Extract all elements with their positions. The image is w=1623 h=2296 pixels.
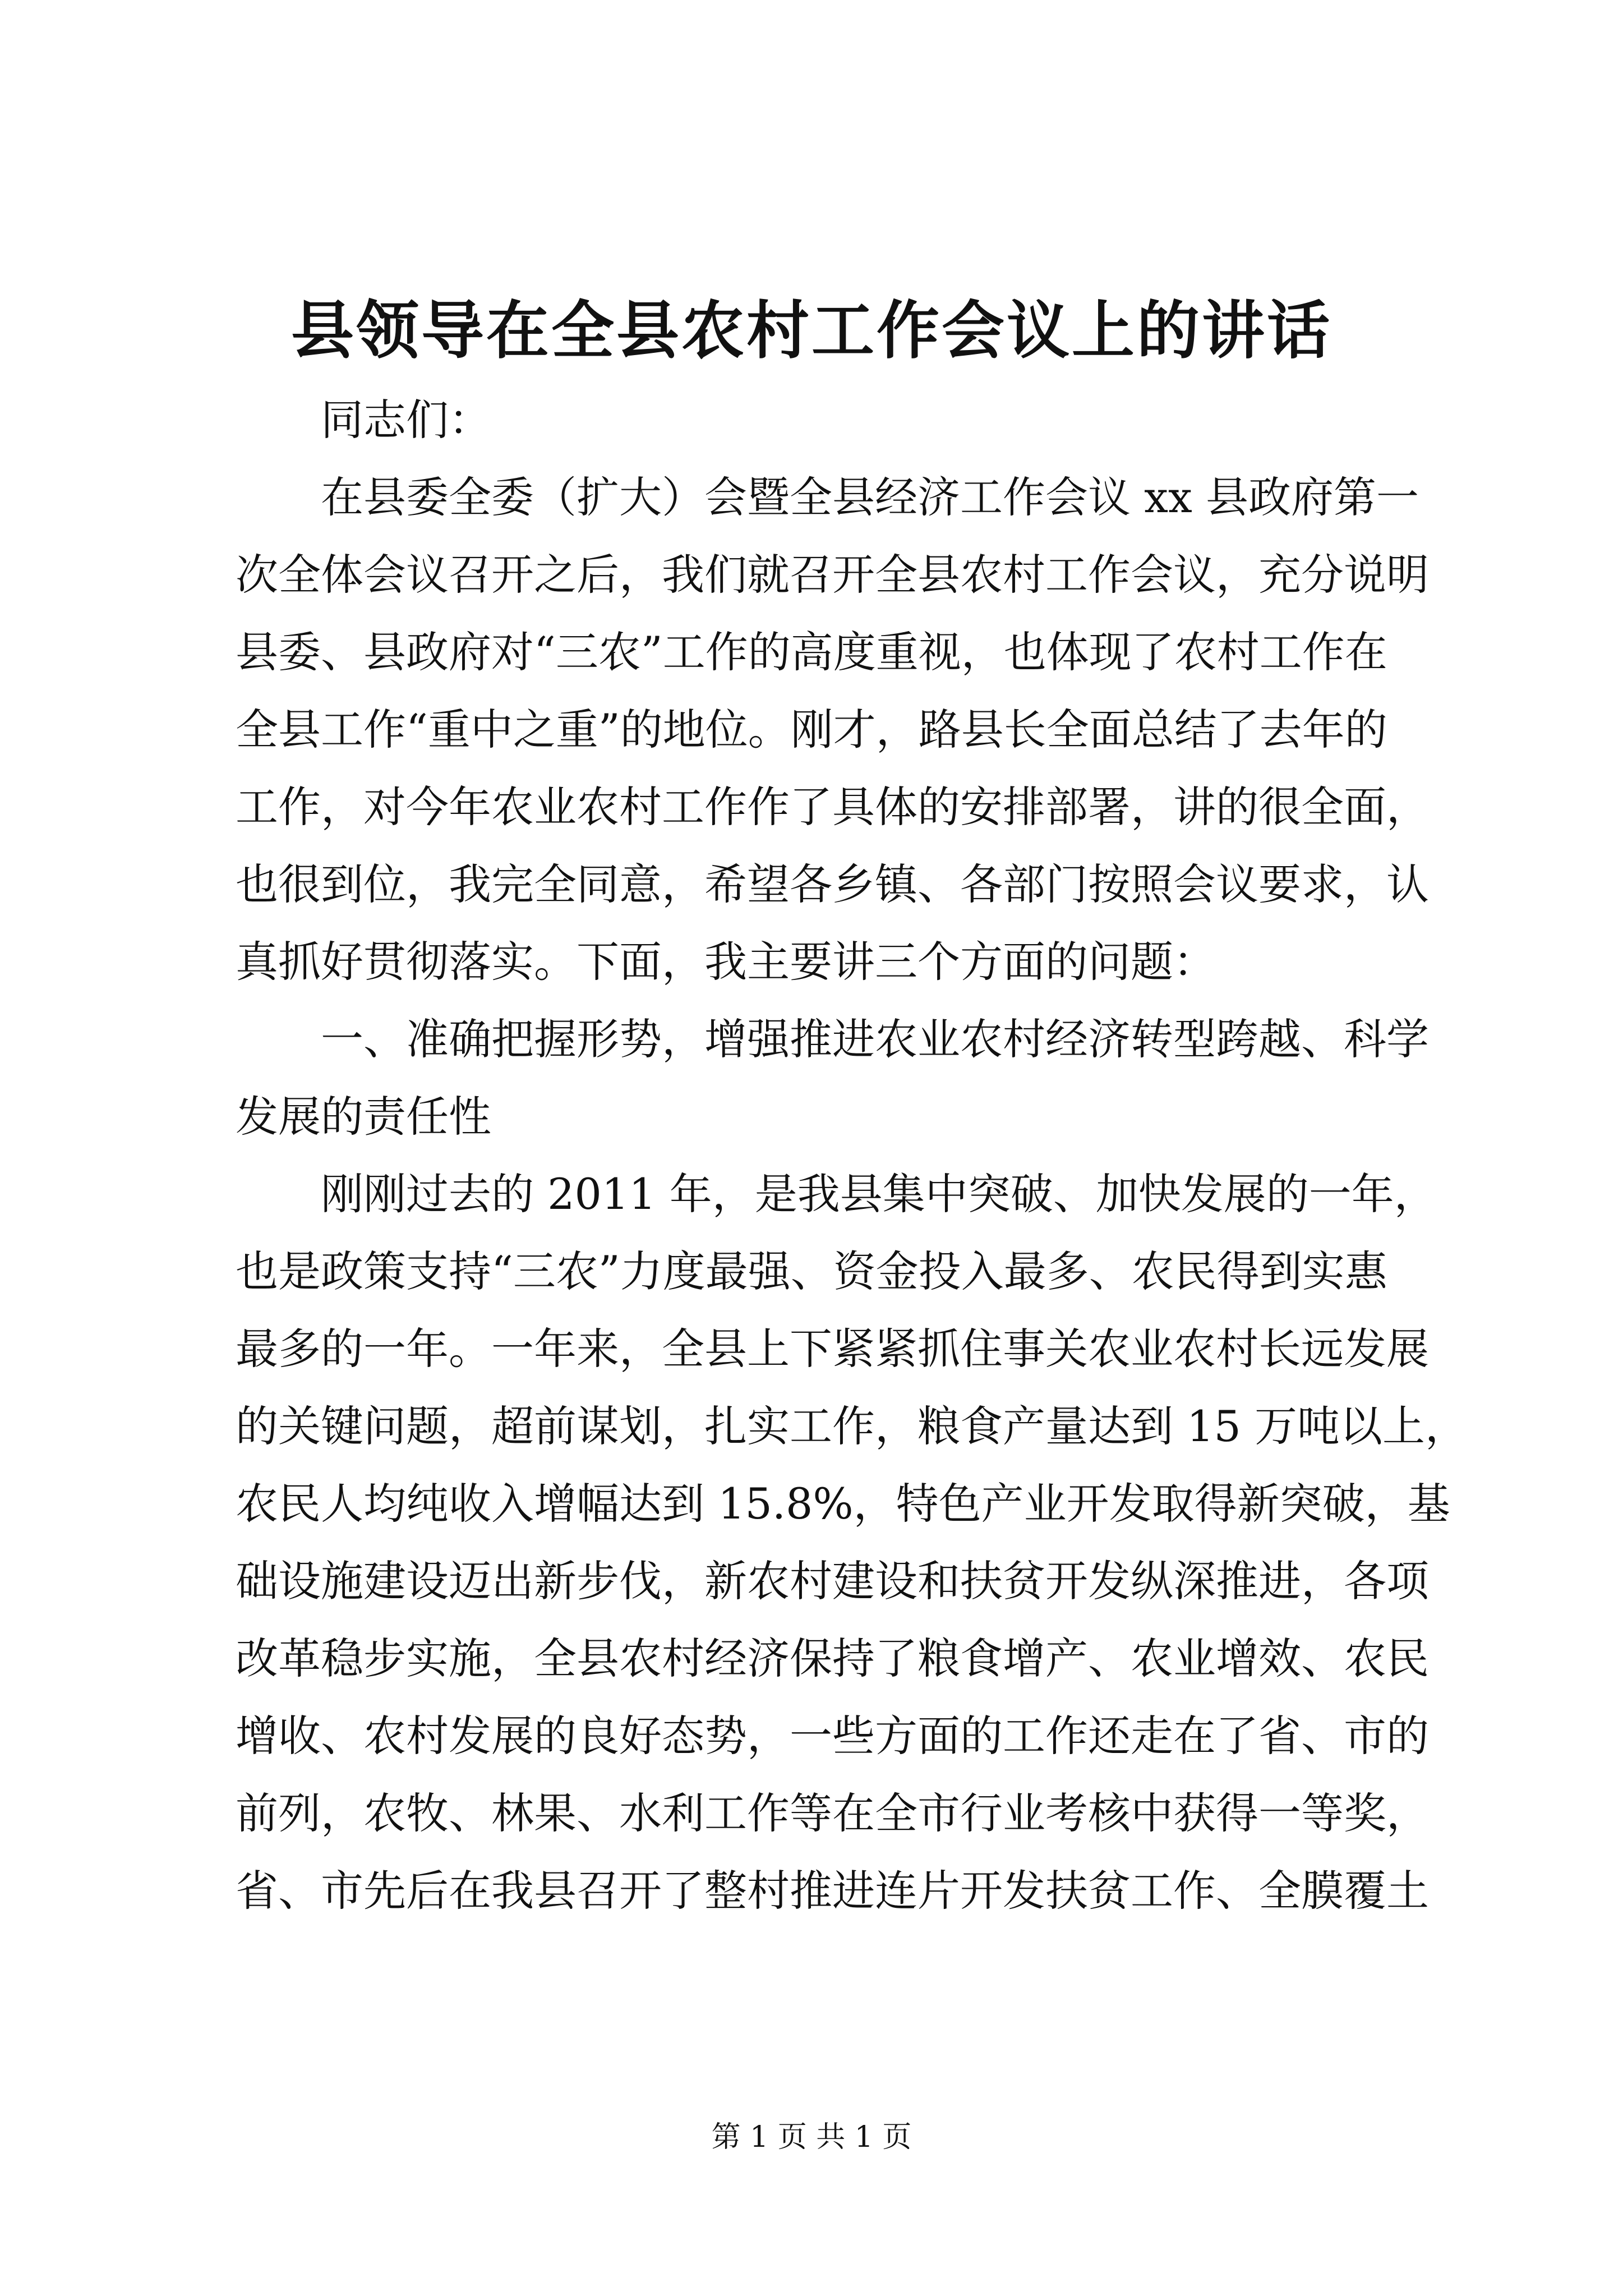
text-line: 次全体会议召开之后，我们就召开全县农村工作会议，充分说明 <box>236 550 1429 600</box>
text-line: 全县工作“重中之重”的地位。刚才，路县长全面总结了去年的 <box>236 705 1387 754</box>
text-line: 改革稳步实施，全县农村经济保持了粮食增产、农业增效、农民 <box>236 1634 1429 1683</box>
document-title: 县领导在全县农村工作会议上的讲话 <box>291 294 1332 367</box>
text-line: 的关键问题，超前谋划，扎实工作，粮食产量达到 15 万吨以上， <box>236 1401 1468 1451</box>
text-line: 一、准确把握形势，增强推进农业农村经济转型跨越、科学 <box>321 1014 1429 1064</box>
text-line: 也很到位，我完全同意，希望各乡镇、各部门按照会议要求，认 <box>236 859 1429 909</box>
text-line: 刚刚过去的 2011 年，是我县集中突破、加快发展的一年， <box>321 1169 1437 1219</box>
text-line: 农民人均纯收入增幅达到 15.8%，特色产业开发取得新突破，基 <box>236 1479 1450 1529</box>
text-line: 工作，对今年农业农村工作作了具体的安排部署，讲的很全面， <box>236 782 1429 832</box>
page-footer: 第 1 页 共 1 页 <box>711 2120 912 2154</box>
text-line: 前列，农牧、林果、水利工作等在全市行业考核中获得一等奖， <box>236 1788 1429 1838</box>
text-line: 发展的责任性 <box>236 1092 491 1142</box>
text-line: 最多的一年。一年来，全县上下紧紧抓住事关农业农村长远发展 <box>236 1324 1429 1374</box>
text-line: 同志们： <box>321 395 491 445</box>
text-line: 增收、农村发展的良好态势，一些方面的工作还走在了省、市的 <box>236 1711 1429 1761</box>
text-line: 省、市先后在我县召开了整村推进连片开发扶贫工作、全膜覆土 <box>236 1866 1429 1916</box>
document-body <box>236 381 1468 1930</box>
text-line: 也是政策支持“三农”力度最强、资金投入最多、农民得到实惠 <box>236 1246 1387 1296</box>
text-line: 在县委全委（扩大）会暨全县经济工作会议 xx 县政府第一 <box>321 472 1419 522</box>
text-line: 县委、县政府对“三农”工作的高度重视，也体现了农村工作在 <box>236 627 1387 677</box>
text-line: 真抓好贯彻落实。下面，我主要讲三个方面的问题： <box>236 937 1216 987</box>
text-line: 础设施建设迈出新步伐，新农村建设和扶贫开发纵深推进，各项 <box>236 1556 1429 1606</box>
